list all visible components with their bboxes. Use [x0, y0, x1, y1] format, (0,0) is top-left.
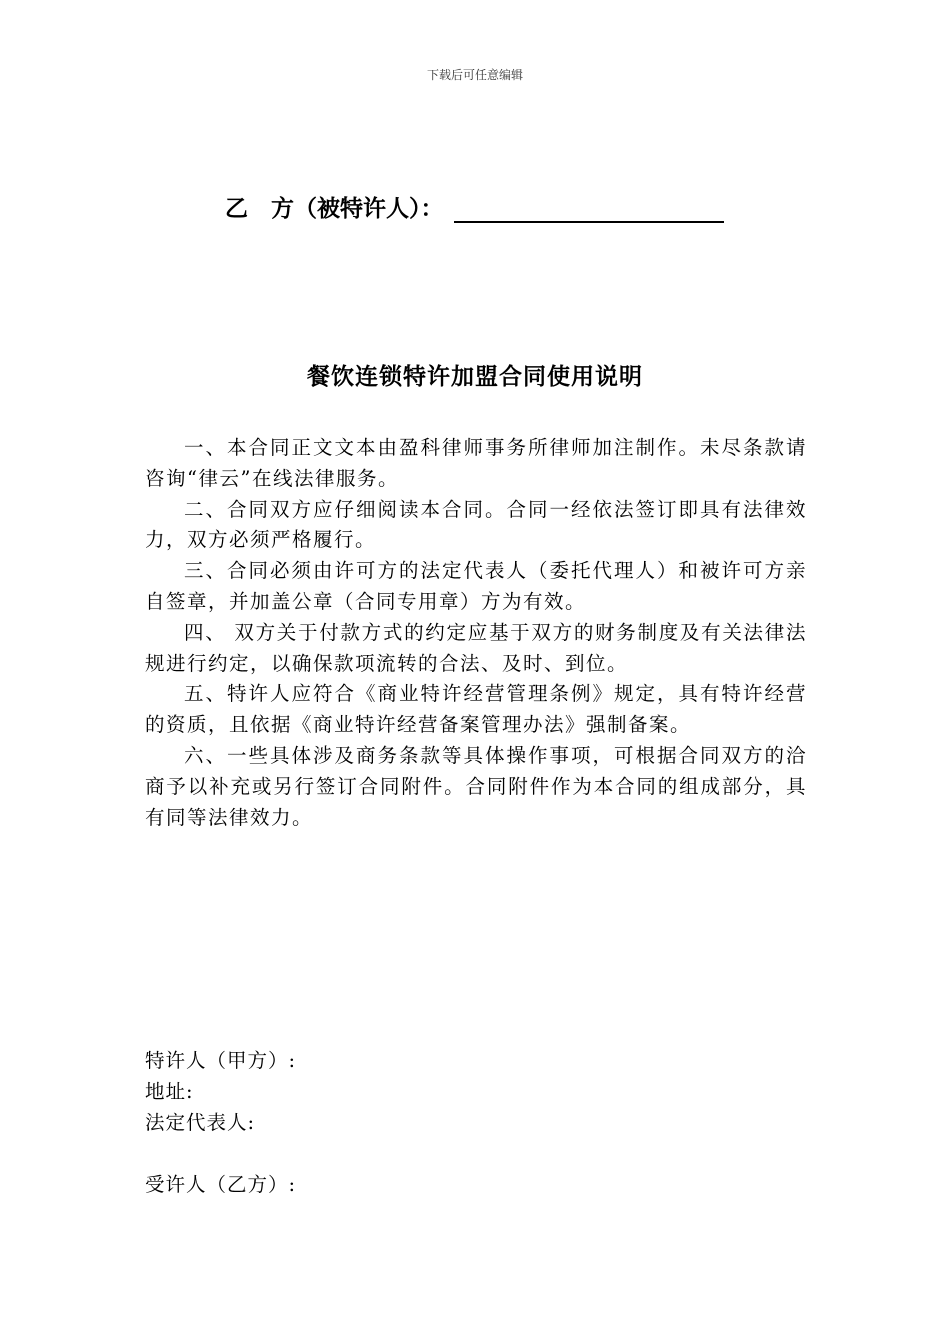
- signature-block: [145, 1045, 296, 1200]
- instruction-paragraph: 二、合同双方应仔细阅读本合同。合同一经依法签订即具有法律效力，双方必须严格履行。: [145, 497, 807, 552]
- legal-rep-label: 法定代表人:: [145, 1111, 256, 1134]
- instructions-body: [145, 433, 807, 833]
- instruction-paragraph: 五、特许人应符合《商业特许经营管理条例》规定，具有特许经营的资质，且依据《商业特许经营备案管理办法》强制备案。: [145, 682, 807, 737]
- party-b-label: 乙 方（被特许人）：: [225, 196, 444, 222]
- instruction-paragraph: 三、合同必须由许可方的法定代表人（委托代理人）和被许可方亲自签章，并加盖公章（合同专用章）方为有效。: [145, 559, 807, 613]
- document-title: 餐饮连锁特许加盟合同使用说明: [307, 364, 643, 390]
- franchisor-label: 特许人（甲方）:: [145, 1049, 297, 1072]
- party-b-line: [225, 190, 724, 223]
- address-label: 地址:: [145, 1080, 194, 1103]
- party-b-blank-line: [454, 197, 724, 223]
- instruction-paragraph: 六、一些具体涉及商务条款等具体操作事项，可根据合同双方的洽商予以补充或另行签订合同附件。合同附件作为本合同的组成部分，具有同等法律效力。: [145, 743, 807, 829]
- header-note: 下载后可任意编辑: [426, 68, 523, 82]
- instruction-paragraph: 四、 双方关于付款方式的约定应基于双方的财务制度及有关法律法规进行约定，以确保款项流转的合法、及时、到位。: [145, 620, 807, 675]
- signature-spacer: [145, 1138, 296, 1169]
- franchisee-label: 受许人（乙方）:: [145, 1173, 297, 1196]
- instruction-paragraph: 一、本合同正文文本由盈科律师事务所律师加注制作。未尽条款请咨询“律云”在线法律服务。: [145, 436, 807, 490]
